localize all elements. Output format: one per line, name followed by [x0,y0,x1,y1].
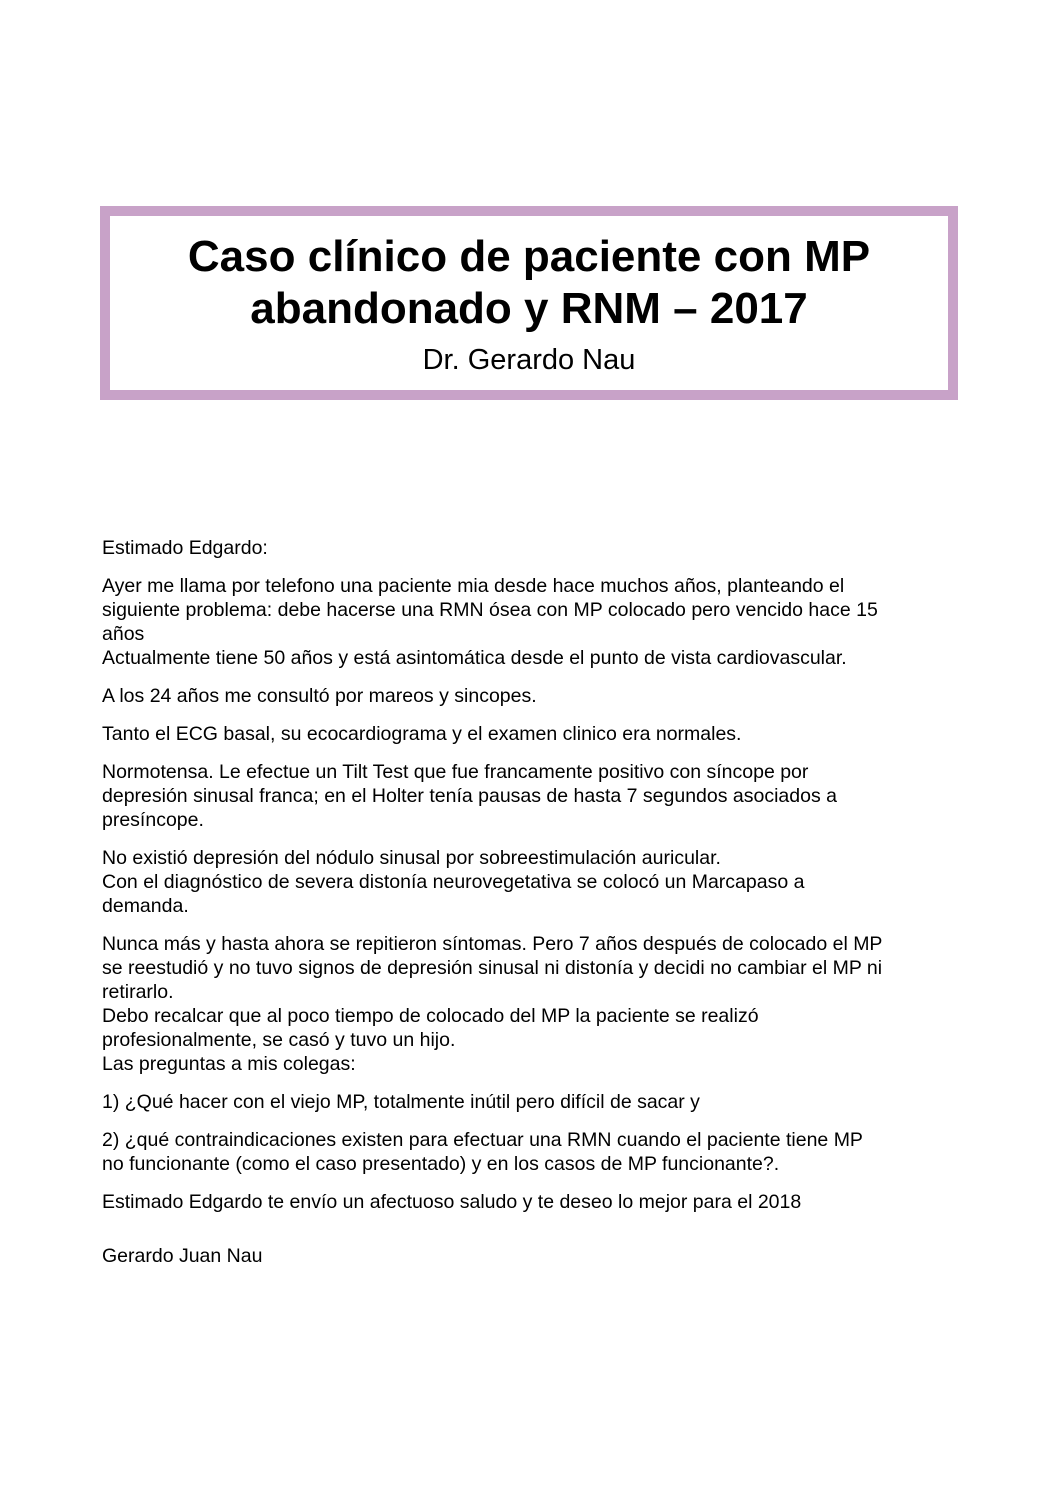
paragraph-6-line: Debo recalcar que al poco tiempo de colocado del MP la paciente se realizó [102,1005,759,1027]
question-2 [102,1128,962,1176]
paragraph-5 [102,846,962,918]
signature: Gerardo Juan Nau [102,1245,263,1267]
title-box [100,206,958,400]
paragraph-4-line: Normotensa. Le efectue un Tilt Test que fue francamente positivo con síncope por [102,761,809,783]
title-line-1: Caso clínico de paciente con MP [187,232,871,281]
paragraph-1-line: siguiente problema: debe hacerse una RMN ósea con MP colocado pero vencido hace 15 [102,599,878,621]
paragraph-5-line: No existió depresión del nódulo sinusal por sobreestimulación auricular. [102,847,721,869]
author-name: Dr. Gerardo Nau [422,344,636,376]
paragraph-1-line: Ayer me llama por telefono una paciente mia desde hace muchos años, planteando el [102,575,845,597]
document-title [110,231,948,335]
paragraph-1-line: años [102,623,145,645]
paragraph-1 [102,574,962,670]
closing: Estimado Edgardo te envío un afectuoso saludo y te deseo lo mejor para el 2018 [102,1191,802,1213]
question-1: 1) ¿Qué hacer con el viejo MP, totalmente inútil pero difícil de sacar y [102,1091,700,1113]
title-line-2: abandonado y RNM – 2017 [250,284,808,333]
paragraph-5-line: Con el diagnóstico de severa distonía neurovegetativa se colocó un Marcapaso a [102,871,805,893]
paragraph-1-line: Actualmente tiene 50 años y está asintomática desde el punto de vista cardiovascular. [102,647,847,669]
paragraph-6-line: Nunca más y hasta ahora se repitieron síntomas. Pero 7 años después de colocado el MP [102,933,883,955]
paragraph-6-line: retirarlo. [102,981,174,1003]
question-2-line: no funcionante (como el caso presentado) y en los casos de MP funcionante?. [102,1153,780,1175]
paragraph-6 [102,932,962,1076]
paragraph-6-line: Las preguntas a mis colegas: [102,1053,356,1075]
paragraph-6-line: se reestudió y no tuvo signos de depresión sinusal ni distonía y decidi no cambiar el MP ni [102,957,883,979]
paragraph-4 [102,760,962,832]
paragraph-4-line: depresión sinusal franca; en el Holter tenía pausas de hasta 7 segundos asociados a [102,785,837,807]
greeting: Estimado Edgardo: [102,537,268,559]
paragraph-3: Tanto el ECG basal, su ecocardiograma y el examen clinico era normales. [102,723,742,745]
letter-body [102,536,962,1268]
paragraph-2: A los 24 años me consultó por mareos y sincopes. [102,685,537,707]
paragraph-5-line: demanda. [102,895,189,917]
paragraph-4-line: presíncope. [102,809,204,831]
paragraph-6-line: profesionalmente, se casó y tuvo un hijo. [102,1029,456,1051]
question-2-line: 2) ¿qué contraindicaciones existen para efectuar una RMN cuando el paciente tiene MP [102,1129,863,1151]
